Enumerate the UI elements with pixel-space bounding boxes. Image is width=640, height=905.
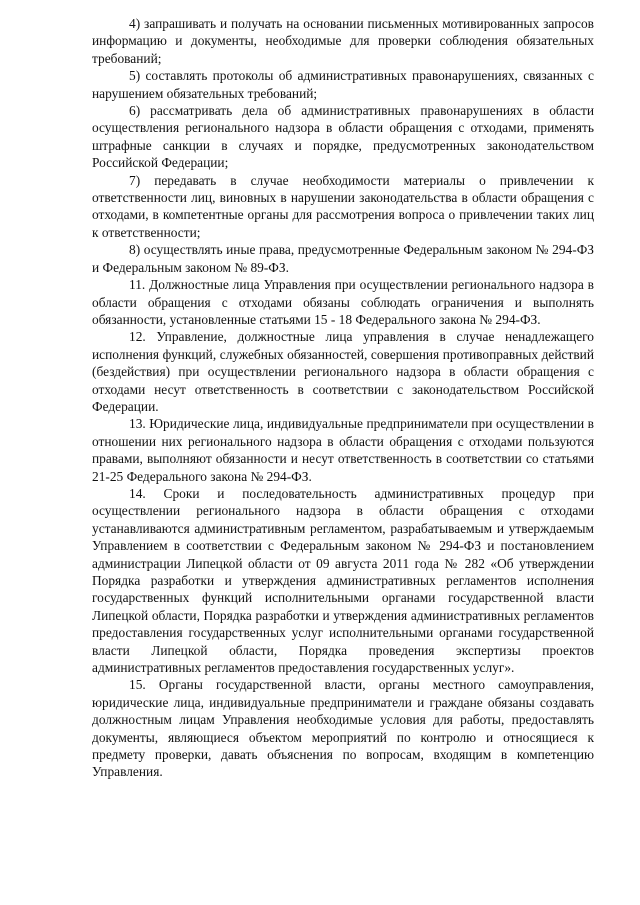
paragraph-item-4: 4) запрашивать и получать на основании письменных мотивированных запросов информацию и документы, необходимые для проверки соблюдения обязательных требований; xyxy=(92,16,594,66)
paragraph-section-12: 12. Управление, должностные лица управления в случае ненадлежащего исполнения функций, служебных обязанностей, совершения противоправных действий (бездействия) при осуществлении регионального надзора в области обращения с отходами несут ответственность в соответствии с законодательством Российской Федерации. xyxy=(92,329,594,414)
paragraph-section-13: 13. Юридические лица, индивидуальные предприниматели при осуществлении в отношении них регионального надзора в области обращения с отходами пользуются правами, выполняют обязанности и несут ответственность в соответствии со статьями 21-25 Федерального закона № 294-ФЗ. xyxy=(92,416,594,484)
document-page xyxy=(92,15,594,781)
paragraph-item-8: 8) осуществлять иные права, предусмотренные Федеральным законом № 294-ФЗ и Федеральным законом № 89-ФЗ. xyxy=(92,242,594,275)
paragraph-section-11: 11. Должностные лица Управления при осуществлении регионального надзора в области обращения с отходами обязаны соблюдать ограничения и выполнять обязанности, установленные статьями 15 - 18 Федерального закона № 294-ФЗ. xyxy=(92,277,594,327)
paragraph-item-5: 5) составлять протоколы об административных правонарушениях, связанных с нарушением обязательных требований; xyxy=(92,68,594,101)
paragraph-section-15: 15. Органы государственной власти, органы местного самоуправления, юридические лица, индивидуальные предприниматели и граждане обязаны создавать должностным лицам Управления необходимые условия для работы, предоставлять документы, являющиеся объектом мероприятий по контролю и относящиеся к предмету проверки, давать объяснения по вопросам, входящим в компетенцию Управления. xyxy=(92,677,594,780)
paragraph-item-6: 6) рассматривать дела об административных правонарушениях в области осуществления регионального надзора в области обращения с отходами, применять штрафные санкции в случаях и порядке, предусмотренных законодательством Российской Федерации; xyxy=(92,103,594,171)
paragraph-item-7: 7) передавать в случае необходимости материалы о привлечении к ответственности лиц, виновных в нарушении законодательства в области обращения с отходами, в компетентные органы для рассмотрения вопроса о привлечении таких лиц к ответственности; xyxy=(92,172,594,240)
paragraph-section-14: 14. Сроки и последовательность административных процедур при осуществлении регионального надзора в области обращения с отходами устанавливаются административным регламентом, разрабатываемым и утверждаемым Управлением в соответствии с Федеральным законом № 294-ФЗ и постановлением администрации Липецкой области от 09 августа 2011 года № 282 «Об утверждении Порядка разработки и утверждения административных регламентов исполнения государственных функций исполнительными органами государственной власти Липецкой области, Порядка разработки и утверждения административных регламентов предоставления государственных услуг исполнительными органами государственной власти Липецкой области, Порядка проведения экспертизы проектов административных регламентов предоставления государственных услуг». xyxy=(92,485,594,676)
